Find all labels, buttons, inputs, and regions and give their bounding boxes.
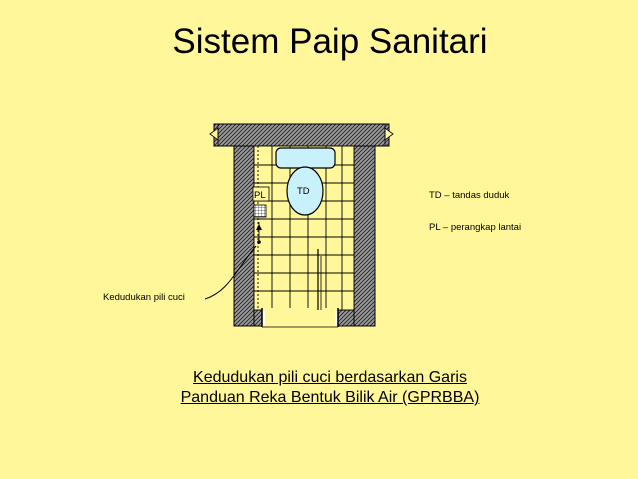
slide-title: Sistem Paip Sanitari bbox=[172, 22, 488, 61]
caption-line-1: Kedudukan pili cuci berdasarkan Garis bbox=[193, 369, 467, 386]
tap-position-label: Kedudukan pili cuci bbox=[103, 292, 185, 303]
legend-td: TD – tandas duduk bbox=[429, 190, 510, 201]
legend-pl: PL – perangkap lantai bbox=[429, 222, 522, 233]
door-opening bbox=[262, 308, 338, 327]
caption-line-2: Panduan Reka Bentuk Bilik Air (GPRBBA) bbox=[180, 389, 480, 406]
top-wall bbox=[210, 124, 393, 146]
floor-trap-label: PL bbox=[254, 190, 266, 201]
toilet-label: TD bbox=[297, 186, 310, 197]
